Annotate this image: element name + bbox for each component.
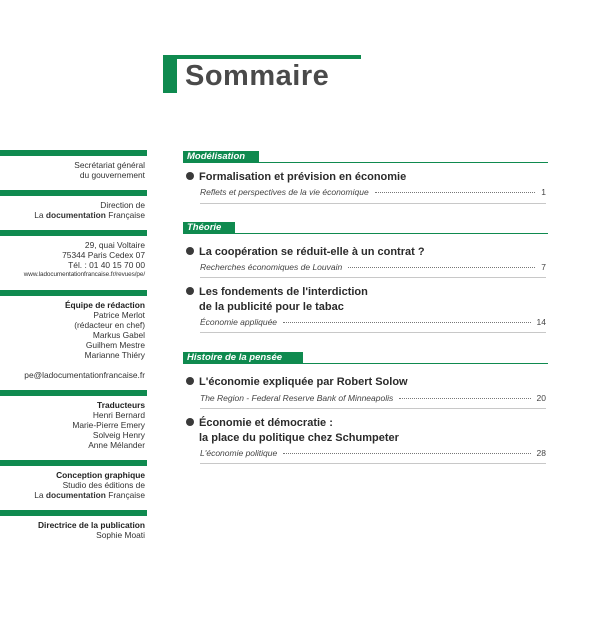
toc-entry-title-text: Économie et démocratie : — [199, 417, 333, 429]
toc-entry-title[interactable] — [186, 416, 399, 446]
masthead-design — [0, 470, 147, 500]
ladoc-name — [0, 210, 145, 220]
entry-rule — [200, 203, 546, 204]
entry-rule — [200, 332, 546, 333]
ladoc-suffix: Française — [105, 210, 145, 220]
toc-entry-source — [200, 448, 546, 459]
team-member: Marianne Thiéry — [84, 350, 145, 360]
phone-line: Tél. : 01 40 15 70 00 — [68, 260, 145, 270]
masthead-divider — [0, 510, 147, 516]
address-line: 29, quai Voltaire — [84, 240, 145, 250]
leader-dots — [283, 322, 531, 323]
leader-dots — [348, 267, 535, 268]
masthead-divider — [0, 230, 147, 236]
toc-entry-title-text: Formalisation et prévision en économie — [199, 171, 407, 183]
category-label: Histoire de la pensée — [183, 352, 303, 364]
masthead-director — [0, 520, 147, 540]
team-member: Markus Gabel — [92, 330, 145, 340]
design-line: Studio des éditions de — [62, 480, 145, 490]
translators-heading: Traducteurs — [97, 400, 145, 410]
toc-entry-title-text: L'économie expliquée par Robert Solow — [199, 376, 408, 388]
source-text: Économie appliquée — [200, 317, 278, 327]
category-rule — [183, 233, 548, 234]
leader-dots — [283, 453, 530, 454]
bullet-icon — [186, 247, 194, 255]
team-member: Guilhem Mestre — [85, 340, 145, 350]
masthead-divider — [0, 390, 147, 396]
masthead-divider — [0, 460, 147, 466]
category-label: Modélisation — [183, 151, 259, 163]
source-text: The Region - Federal Reserve Bank of Minneapolis — [200, 393, 394, 403]
masthead — [0, 150, 147, 550]
bullet-icon — [186, 287, 194, 295]
bullet-icon — [186, 377, 194, 385]
page-number: 14 — [536, 317, 546, 327]
page-number: 20 — [536, 393, 546, 403]
page-number: 1 — [541, 187, 546, 197]
director-heading: Directrice de la publication — [37, 520, 145, 530]
toc-entry-source — [200, 262, 546, 273]
ladoc-suffix: Française — [105, 490, 145, 500]
toc-entry-source — [200, 317, 546, 328]
toc-entry-title-text: Les fondements de l'interdiction — [199, 286, 368, 298]
toc-entry-title-text: de la publicité pour le tabac — [199, 301, 344, 313]
masthead-publisher — [0, 160, 147, 180]
toc-entry-source — [200, 187, 546, 198]
masthead-divider — [0, 290, 147, 296]
page-title: Sommaire — [185, 60, 330, 92]
masthead-divider — [0, 150, 147, 156]
category-rule — [183, 363, 548, 364]
toc-entry-title[interactable] — [186, 375, 408, 390]
address-line: 75344 Paris Cedex 07 — [62, 250, 145, 260]
masthead-address — [0, 240, 147, 280]
translator: Marie-Pierre Emery — [72, 420, 145, 430]
toc-entry-title[interactable] — [186, 170, 406, 185]
ladoc-prefix: La — [34, 210, 46, 220]
ladoc-bold: documentation — [45, 210, 106, 220]
bullet-icon — [186, 418, 194, 426]
masthead-translators — [0, 400, 147, 450]
masthead-divider — [0, 190, 147, 196]
director-name: Sophie Moati — [96, 530, 145, 540]
bullet-icon — [186, 172, 194, 180]
page-number: 7 — [541, 262, 546, 272]
email-link[interactable]: pe@ladocumentationfrancaise.fr — [24, 370, 145, 380]
toc-entry-title[interactable] — [186, 245, 425, 260]
toc-entry-source — [200, 393, 546, 404]
translator: Henri Bernard — [92, 410, 145, 420]
toc-entry-title-text: la place du politique chez Schumpeter — [199, 432, 399, 444]
page-number: 28 — [536, 448, 546, 458]
title-accent-bar — [163, 55, 361, 59]
team-member: Patrice Merlot — [93, 310, 145, 320]
entry-rule — [200, 463, 546, 464]
team-heading: Équipe de rédaction — [64, 300, 145, 310]
design-heading: Conception graphique — [56, 470, 145, 480]
team-member: (rédacteur en chef) — [74, 320, 145, 330]
translator: Solveig Henry — [92, 430, 145, 440]
entry-rule — [200, 277, 546, 278]
ladoc-bold: documentation — [45, 490, 106, 500]
masthead-direction — [0, 200, 147, 220]
title-accent-block — [163, 55, 177, 93]
leader-dots — [375, 192, 536, 193]
masthead-team — [0, 300, 147, 380]
source-text: Recherches économiques de Louvain — [200, 262, 343, 272]
direction-line: Direction de — [100, 200, 145, 210]
ladoc-prefix: La — [34, 490, 46, 500]
entry-rule — [200, 408, 546, 409]
source-text: L'économie politique — [200, 448, 278, 458]
category-rule — [183, 162, 548, 163]
website-link[interactable]: www.ladocumentationfrancaise.fr/revues/pe/ — [23, 271, 145, 278]
source-text: Reflets et perspectives de la vie économique — [200, 187, 369, 197]
leader-dots — [399, 398, 530, 399]
toc-entry-title-text: La coopération se réduit-elle à un contrat ? — [199, 246, 425, 258]
translator: Anne Mélander — [88, 440, 145, 450]
ladoc-name — [0, 490, 145, 500]
publisher-line: Secrétariat général — [74, 160, 145, 170]
toc-entry-title[interactable] — [186, 285, 368, 315]
category-label: Théorie — [183, 222, 235, 234]
publisher-line: du gouvernement — [79, 170, 145, 180]
